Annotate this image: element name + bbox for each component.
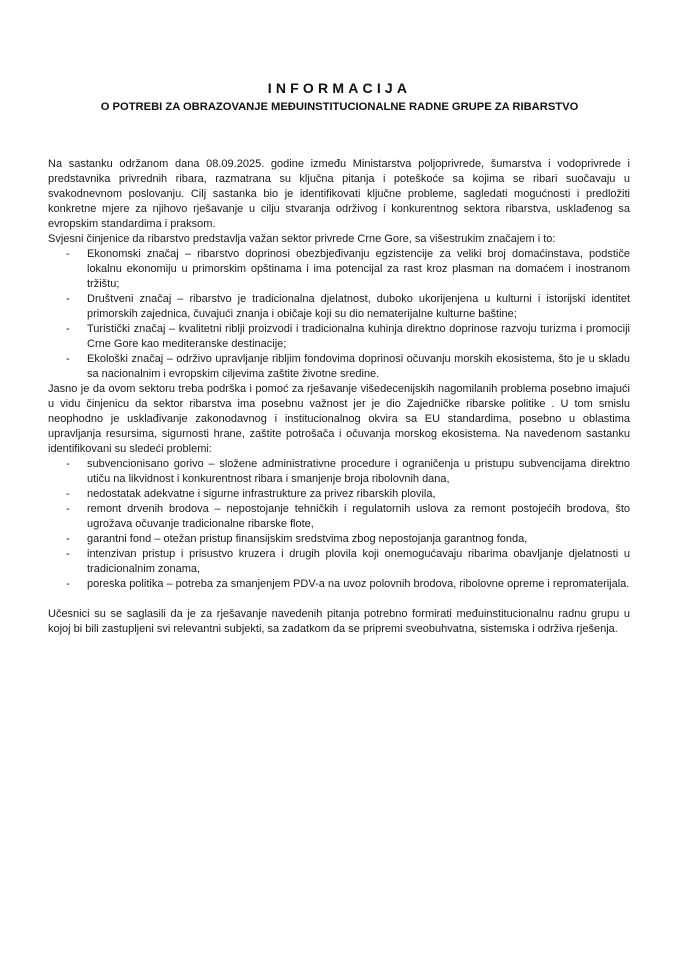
significance-intro: Svjesni činjenice da ribarstvo predstavlja važan sektor privrede Crne Gore, sa višestrukim značajem i to:	[48, 233, 556, 245]
list-item	[48, 577, 630, 592]
list-item-text: Turistički značaj – kvalitetni riblji proizvodi i tradicionalna kuhinja direktno doprinose razvoju turizma i promociji Crne Gore kao mediteranske destinacije;	[87, 323, 630, 350]
list-item	[48, 247, 630, 292]
list-item-text: Društveni značaj – ribarstvo je tradicionalna djelatnost, duboko ukorijenjena u kulturni i istorijski identitet primorskih zajednica, čuvajući znanja i običaje koji su dio nematerijalne kulturne baštine;	[87, 293, 630, 320]
dash-bullet: -	[66, 533, 70, 545]
paragraph-gap	[48, 592, 630, 607]
dash-bullet: -	[66, 353, 70, 365]
dash-bullet: -	[66, 293, 70, 305]
dash-bullet: -	[66, 503, 70, 515]
list-item-text: garantni fond – otežan pristup finansijskim sredstvima zbog nepostojanja garantnog fonda,	[87, 533, 528, 545]
list-item-text: remont drvenih brodova – nepostojanje tehničkih i regulatornih uslova za remont postojećih brodova, što ugrožava očuvanje tradicionalne ribarske flote,	[87, 503, 630, 530]
list-item-text: subvencionisano gorivo – složene administrativne procedure i ograničenja u pristupu subvencijama direktno utiču na likvidnost i konkurentnost ribara i smanjenje broja ribolovnih dana,	[87, 458, 630, 485]
intro-paragraph: Na sastanku održanom dana 08.09.2025. godine između Ministarstva poljoprivrede, šumarstva i vodoprivrede i predstavnika privrednih ribara, razmatrana su ključna pitanja i poteškoće sa kojima se ribari suočavaju u svakodnevnom poslovanju. Cilj sastanka bio je identifikovati ključne probleme, sagledati mogućnosti i predložiti konkretne mjere za njihovo rješavanje u cilju stvaranja održivog i konkurentnog sektora ribarstva, usklađenog sa evropskim standardima i praksom.	[48, 158, 630, 230]
list-item-text: nedostatak adekvatne i sigurne infrastrukture za privez ribarskih plovila,	[87, 488, 436, 500]
dash-bullet: -	[66, 323, 70, 335]
document-title: INFORMACIJA	[267, 80, 412, 96]
document-subtitle: O POTREBI ZA OBRAZOVANJE MEĐUINSTITUCIONALNE RADNE GRUPE ZA RIBARSTVO	[100, 101, 579, 113]
list-item-text: Ekonomski značaj – ribarstvo doprinosi obezbjeđivanju egzistencije za veliki broj domaćinstava, podstiče lokalnu ekonomiju u primorskim opštinama i ima potencijal za rast kroz plasman na domaćem i inostranom tržištu;	[87, 248, 630, 290]
list-item-text: intenzivan pristup i prisustvo kruzera i drugih plovila koji onemogućavaju ribarima obavljanje djelatnosti u tradicionalnim zonama,	[87, 548, 630, 575]
significance-list	[48, 247, 630, 382]
list-item	[48, 532, 630, 547]
list-item	[48, 352, 630, 382]
problems-list	[48, 457, 630, 592]
list-item	[48, 547, 630, 577]
list-item	[48, 502, 630, 532]
list-item	[48, 457, 630, 487]
dash-bullet: -	[66, 248, 70, 260]
list-item-text: Ekološki značaj – održivo upravljanje ribljim fondovima doprinosi očuvanju morskih ekosistema, što je u skladu sa nacionalnim i evropskim ciljevima zaštite životne sredine.	[87, 353, 630, 380]
list-item	[48, 322, 630, 352]
dash-bullet: -	[66, 578, 70, 590]
list-item-text: poreska politika – potreba za smanjenjem PDV-a na uvoz polovnih brodova, ribolovne opreme i repromaterijala.	[87, 578, 630, 590]
conclusion-paragraph: Učesnici su se saglasili da je za rješavanje navedenih pitanja potrebno formirati međuinstitucionalnu radnu grupu u kojoj bi bili zastupljeni svi relevantni subjekti, sa zadatkom da se pripremi sveobuhvatna, sistemska i održiva rješenja.	[48, 608, 630, 635]
list-item	[48, 292, 630, 322]
list-item	[48, 487, 630, 502]
dash-bullet: -	[66, 548, 70, 560]
dash-bullet: -	[66, 488, 70, 500]
support-paragraph: Jasno je da ovom sektoru treba podrška i pomoć za rješavanje višedecenijskih nagomilanih problema posebno imajući u vidu činjenicu da sektor ribarstva ima posebnu važnost jer je dio Zajedničke ribarske politike . U tom smislu neophodno je usklađivanje zakonodavnog i institucionalnog okvira sa EU standardima, posebno u oblastima upravljanja resursima, sigurnosti hrane, zaštite potrošača i očuvanja morskog ekosistema. Na navedenom sastanku identifikovani su sledeći problemi:	[48, 383, 630, 455]
dash-bullet: -	[66, 458, 70, 470]
document-body	[48, 157, 630, 637]
